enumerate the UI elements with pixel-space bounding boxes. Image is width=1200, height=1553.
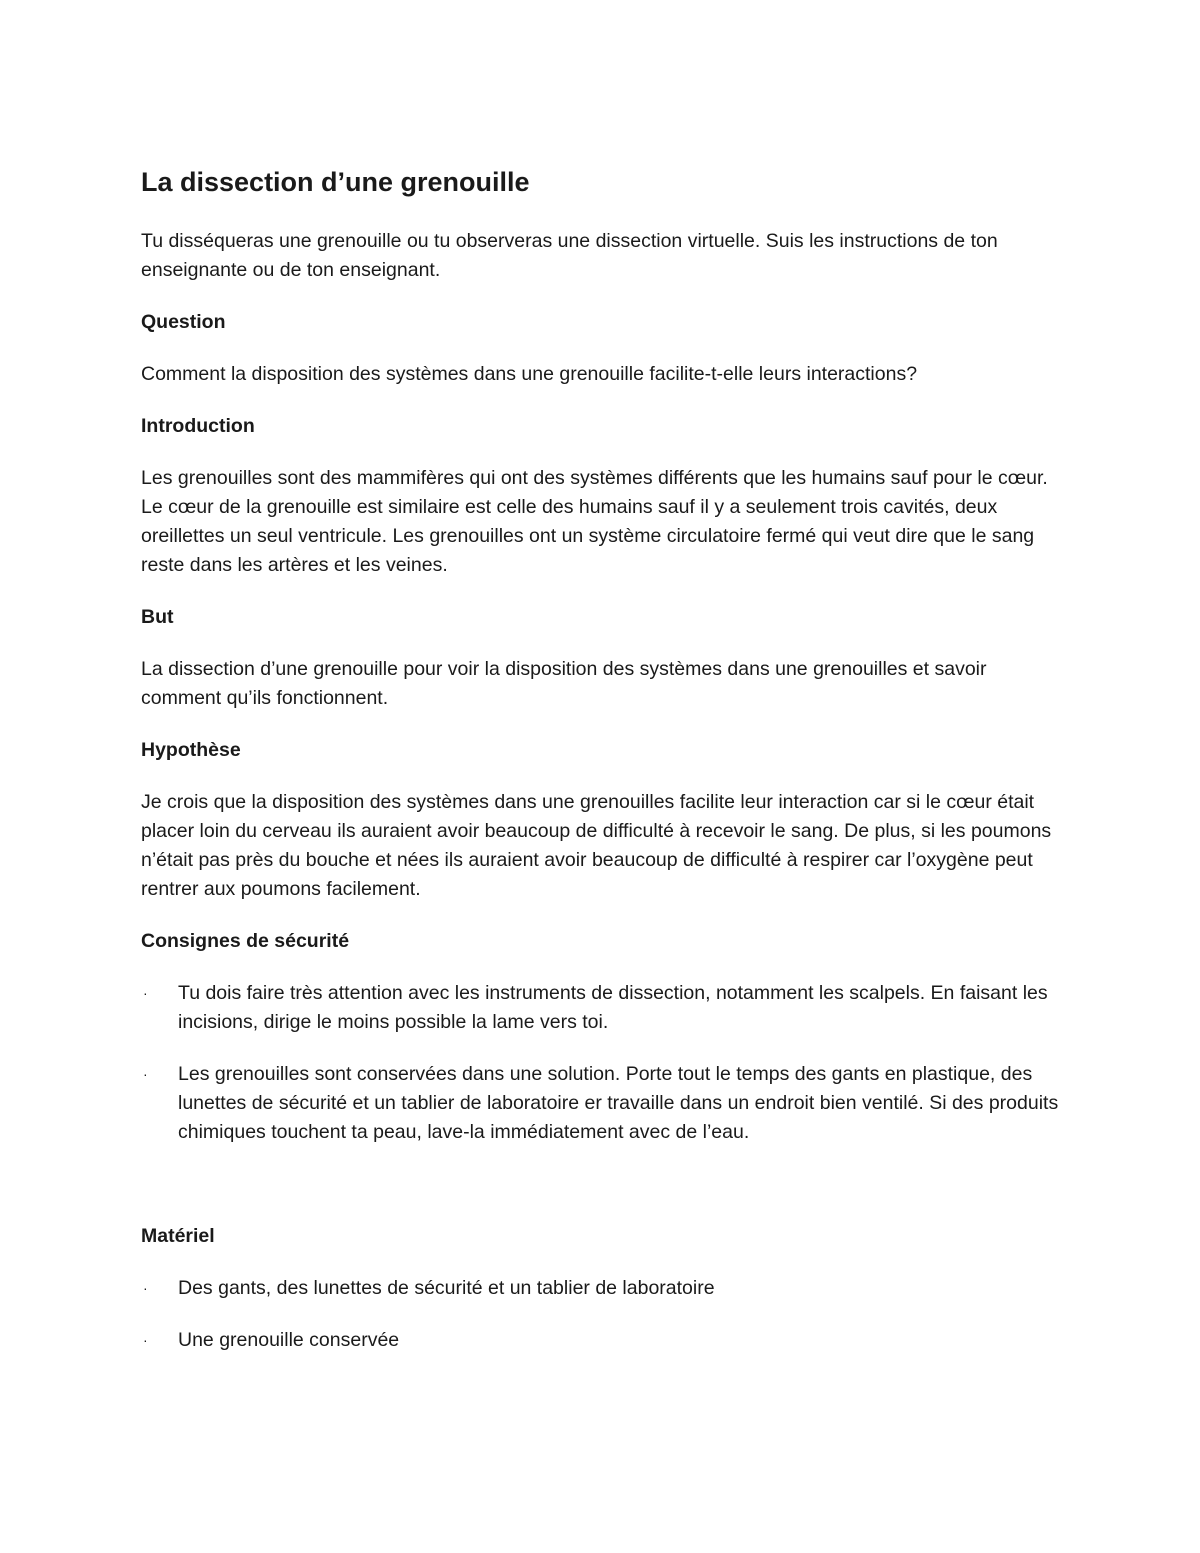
introduction-text: Les grenouilles sont des mammifères qui ont des systèmes différents que les humains sauf pour le cœur. Le cœur de la grenouille est similaire est celle des humains sauf il y a seulement trois cavités, deux oreillettes un seul ventricule. Les grenouilles ont un système circulatoire fermé qui veut dire que le sang reste dans les artères et les veines. <box>141 467 1048 576</box>
list-item <box>141 979 1061 1037</box>
bullet-icon: · <box>143 985 148 1001</box>
materiel-heading: Matériel <box>141 1225 215 1247</box>
securite-list <box>141 979 1061 1147</box>
spacer <box>141 1170 1061 1222</box>
intro-paragraph: Tu disséqueras une grenouille ou tu observeras une dissection virtuelle. Suis les instructions de ton enseignante ou de ton enseignant. <box>141 230 998 281</box>
list-item-text: Les grenouilles sont conservées dans une solution. Porte tout le temps des gants en plastique, des lunettes de sécurité et un tablier de laboratoire er travaille dans un endroit bien ventilé. Si des produits chimiques touchent ta peau, lave-la immédiatement avec de l’eau. <box>178 1063 1059 1143</box>
list-item <box>141 1326 1061 1355</box>
hypothese-heading: Hypothèse <box>141 739 241 761</box>
list-item <box>141 1274 1061 1303</box>
question-text: Comment la disposition des systèmes dans une grenouille facilite-t-elle leurs interactions? <box>141 363 918 385</box>
but-text: La dissection d’une grenouille pour voir la disposition des systèmes dans une grenouilles et savoir comment qu’ils fonctionnent. <box>141 658 987 709</box>
document-title: La dissection d’une grenouille <box>141 167 530 197</box>
bullet-icon: · <box>143 1066 148 1082</box>
materiel-list <box>141 1274 1061 1355</box>
but-heading: But <box>141 606 174 628</box>
securite-heading: Consignes de sécurité <box>141 930 350 952</box>
list-item <box>141 1060 1061 1147</box>
bullet-icon: · <box>143 1280 148 1296</box>
question-heading: Question <box>141 311 226 333</box>
list-item-text: Une grenouille conservée <box>178 1329 400 1351</box>
document-page <box>141 163 1061 1378</box>
list-item-text: Des gants, des lunettes de sécurité et un tablier de laboratoire <box>178 1277 715 1299</box>
bullet-icon: · <box>143 1332 148 1348</box>
introduction-heading: Introduction <box>141 415 255 437</box>
list-item-text: Tu dois faire très attention avec les instruments de dissection, notamment les scalpels. En faisant les incisions, dirige le moins possible la lame vers toi. <box>178 982 1048 1033</box>
hypothese-text: Je crois que la disposition des systèmes dans une grenouilles facilite leur interaction car si le cœur était placer loin du cerveau ils auraient avoir beaucoup de difficulté à recevoir le sang. De plus, si les poumons n’était pas près du bouche et nées ils auraient avoir beaucoup de difficulté à respirer car l’oxygène peut rentrer aux poumons facilement. <box>141 791 1052 900</box>
